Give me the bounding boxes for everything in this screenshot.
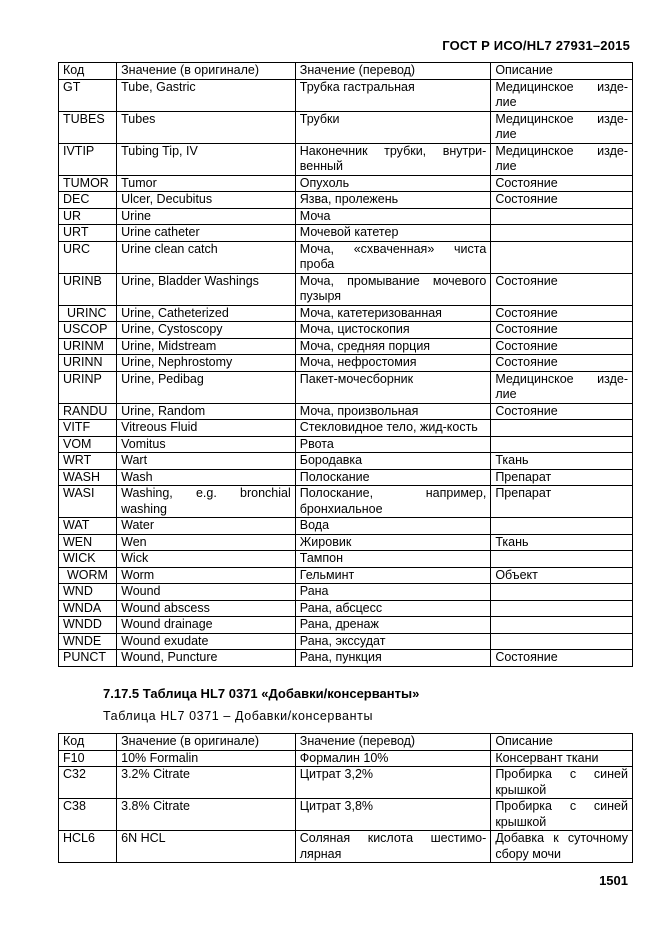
code-cell: URINC	[59, 305, 117, 322]
description-cell	[491, 600, 633, 617]
translation-cell: Рана, экссудат	[295, 633, 491, 650]
translation-cell: Гельминт	[295, 567, 491, 584]
description-cell: Добавка к суточному сбору мочи	[491, 831, 633, 863]
translation-cell: Бородавка	[295, 453, 491, 470]
table-row	[59, 143, 633, 175]
description-cell: Пробирка с синей крышкой	[491, 767, 633, 799]
translation-cell: Полоскание	[295, 469, 491, 486]
table-row	[59, 518, 633, 535]
description-cell: Состояние	[491, 322, 633, 339]
table-row	[59, 584, 633, 601]
table-header-row	[59, 63, 633, 80]
description-cell: Состояние	[491, 192, 633, 209]
specimen-type-table	[58, 62, 633, 667]
table-row	[59, 567, 633, 584]
table-header-row	[59, 734, 633, 751]
original-value-cell: Water	[117, 518, 296, 535]
code-cell: WASH	[59, 469, 117, 486]
table-row	[59, 175, 633, 192]
code-cell: VOM	[59, 436, 117, 453]
code-cell: WND	[59, 584, 117, 601]
column-header: Значение (в оригинале)	[117, 63, 296, 80]
description-cell	[491, 633, 633, 650]
table-row	[59, 767, 633, 799]
code-cell: GT	[59, 79, 117, 111]
table-row	[59, 420, 633, 437]
description-cell: Состояние	[491, 175, 633, 192]
table-row	[59, 338, 633, 355]
translation-cell: Язва, пролежень	[295, 192, 491, 209]
original-value-cell: Tubing Tip, IV	[117, 143, 296, 175]
column-header: Описание	[491, 63, 633, 80]
original-value-cell: Wen	[117, 534, 296, 551]
translation-cell: Моча	[295, 208, 491, 225]
original-value-cell: Urine, Catheterized	[117, 305, 296, 322]
table-row	[59, 208, 633, 225]
original-value-cell: Urine, Cystoscopy	[117, 322, 296, 339]
translation-cell: Наконечник трубки, внутри-венный	[295, 143, 491, 175]
code-cell: WORM	[59, 567, 117, 584]
code-cell: URINM	[59, 338, 117, 355]
original-value-cell: Tube, Gastric	[117, 79, 296, 111]
table-row	[59, 192, 633, 209]
translation-cell: Трубка гастральная	[295, 79, 491, 111]
description-cell: Состояние	[491, 338, 633, 355]
translation-cell: Моча, цистоскопия	[295, 322, 491, 339]
description-cell	[491, 518, 633, 535]
description-cell	[491, 420, 633, 437]
code-cell: WNDD	[59, 617, 117, 634]
section-title: 7.17.5 Таблица HL7 0371 «Добавки/консерванты»	[103, 686, 420, 701]
translation-cell: Рана, абсцесс	[295, 600, 491, 617]
original-value-cell: 10% Formalin	[117, 750, 296, 767]
translation-cell: Моча, промывание мочевого пузыря	[295, 273, 491, 305]
original-value-cell: 6N HCL	[117, 831, 296, 863]
table-row	[59, 600, 633, 617]
code-cell: TUBES	[59, 111, 117, 143]
code-cell: WRT	[59, 453, 117, 470]
code-cell: DEC	[59, 192, 117, 209]
original-value-cell: Washing, e.g. bronchial washing	[117, 486, 296, 518]
table-row	[59, 617, 633, 634]
original-value-cell: Urine, Pedibag	[117, 371, 296, 403]
description-cell: Объект	[491, 567, 633, 584]
code-cell: C38	[59, 799, 117, 831]
page-number: 1501	[599, 873, 628, 888]
column-header: Код	[59, 63, 117, 80]
description-cell: Состояние	[491, 305, 633, 322]
code-cell: WNDA	[59, 600, 117, 617]
description-cell: Медицинское изде-лие	[491, 79, 633, 111]
translation-cell: Пакет-мочесборник	[295, 371, 491, 403]
original-value-cell: Urine, Midstream	[117, 338, 296, 355]
column-header: Значение (в оригинале)	[117, 734, 296, 751]
original-value-cell: 3.2% Citrate	[117, 767, 296, 799]
original-value-cell: Urine, Random	[117, 403, 296, 420]
original-value-cell: Urine	[117, 208, 296, 225]
original-value-cell: Ulcer, Decubitus	[117, 192, 296, 209]
code-cell: USCOP	[59, 322, 117, 339]
additives-table	[58, 733, 633, 863]
description-cell	[491, 584, 633, 601]
table-row	[59, 799, 633, 831]
translation-cell: Моча, «схваченная» чиста проба	[295, 241, 491, 273]
original-value-cell: Worm	[117, 567, 296, 584]
original-value-cell: 3.8% Citrate	[117, 799, 296, 831]
original-value-cell: Wound exudate	[117, 633, 296, 650]
description-cell: Медицинское изде-лие	[491, 371, 633, 403]
code-cell: C32	[59, 767, 117, 799]
table-row	[59, 403, 633, 420]
table-row	[59, 322, 633, 339]
code-cell: UR	[59, 208, 117, 225]
translation-cell: Соляная кислота шестимо-лярная	[295, 831, 491, 863]
description-cell: Консервант ткани	[491, 750, 633, 767]
translation-cell: Цитрат 3,8%	[295, 799, 491, 831]
original-value-cell: Urine, Bladder Washings	[117, 273, 296, 305]
table-row	[59, 79, 633, 111]
translation-cell: Вода	[295, 518, 491, 535]
original-value-cell: Vitreous Fluid	[117, 420, 296, 437]
translation-cell: Жировик	[295, 534, 491, 551]
code-cell: IVTIP	[59, 143, 117, 175]
description-cell	[491, 208, 633, 225]
table-row	[59, 371, 633, 403]
translation-cell: Трубки	[295, 111, 491, 143]
table-row	[59, 831, 633, 863]
translation-cell: Моча, произвольная	[295, 403, 491, 420]
table-row	[59, 486, 633, 518]
translation-cell: Цитрат 3,2%	[295, 767, 491, 799]
translation-cell: Мочевой катетер	[295, 225, 491, 242]
table-row	[59, 225, 633, 242]
original-value-cell: Tumor	[117, 175, 296, 192]
description-cell: Ткань	[491, 534, 633, 551]
table-row	[59, 305, 633, 322]
table-row	[59, 534, 633, 551]
table-row	[59, 551, 633, 568]
description-cell	[491, 241, 633, 273]
original-value-cell: Wound drainage	[117, 617, 296, 634]
description-cell: Состояние	[491, 650, 633, 667]
table-row	[59, 241, 633, 273]
document-header: ГОСТ Р ИСО/HL7 27931–2015	[442, 38, 630, 53]
code-cell: WASI	[59, 486, 117, 518]
translation-cell: Моча, средняя порция	[295, 338, 491, 355]
code-cell: URINN	[59, 355, 117, 372]
original-value-cell: Urine catheter	[117, 225, 296, 242]
code-cell: RANDU	[59, 403, 117, 420]
description-cell: Ткань	[491, 453, 633, 470]
table-row	[59, 633, 633, 650]
translation-cell: Полоскание, например, бронхиальное	[295, 486, 491, 518]
code-cell: URC	[59, 241, 117, 273]
code-cell: F10	[59, 750, 117, 767]
original-value-cell: Tubes	[117, 111, 296, 143]
table-caption: Таблица HL7 0371 – Добавки/консерванты	[103, 709, 374, 723]
translation-cell: Моча, катетеризованная	[295, 305, 491, 322]
translation-cell: Тампон	[295, 551, 491, 568]
translation-cell: Рана, дренаж	[295, 617, 491, 634]
original-value-cell: Wound abscess	[117, 600, 296, 617]
column-header: Описание	[491, 734, 633, 751]
description-cell	[491, 551, 633, 568]
column-header: Значение (перевод)	[295, 734, 491, 751]
table-row	[59, 453, 633, 470]
description-cell: Состояние	[491, 403, 633, 420]
column-header: Значение (перевод)	[295, 63, 491, 80]
original-value-cell: Wart	[117, 453, 296, 470]
code-cell: VITF	[59, 420, 117, 437]
table-row	[59, 750, 633, 767]
original-value-cell: Urine clean catch	[117, 241, 296, 273]
translation-cell: Рана, пункция	[295, 650, 491, 667]
code-cell: WNDE	[59, 633, 117, 650]
translation-cell: Стекловидное тело, жид-кость	[295, 420, 491, 437]
table-row	[59, 355, 633, 372]
original-value-cell: Urine, Nephrostomy	[117, 355, 296, 372]
translation-cell: Опухоль	[295, 175, 491, 192]
code-cell: URINB	[59, 273, 117, 305]
column-header: Код	[59, 734, 117, 751]
original-value-cell: Wound	[117, 584, 296, 601]
code-cell: WEN	[59, 534, 117, 551]
code-cell: TUMOR	[59, 175, 117, 192]
description-cell: Состояние	[491, 273, 633, 305]
table-row	[59, 650, 633, 667]
description-cell: Состояние	[491, 355, 633, 372]
original-value-cell: Wick	[117, 551, 296, 568]
table-row	[59, 469, 633, 486]
table-row	[59, 436, 633, 453]
translation-cell: Формалин 10%	[295, 750, 491, 767]
code-cell: WICK	[59, 551, 117, 568]
original-value-cell: Vomitus	[117, 436, 296, 453]
code-cell: URINP	[59, 371, 117, 403]
original-value-cell: Wound, Puncture	[117, 650, 296, 667]
code-cell: PUNCT	[59, 650, 117, 667]
description-cell	[491, 617, 633, 634]
description-cell: Медицинское изде-лие	[491, 143, 633, 175]
description-cell: Пробирка с синей крышкой	[491, 799, 633, 831]
code-cell: URT	[59, 225, 117, 242]
description-cell: Препарат	[491, 486, 633, 518]
description-cell: Медицинское изде-лие	[491, 111, 633, 143]
original-value-cell: Wash	[117, 469, 296, 486]
description-cell	[491, 225, 633, 242]
code-cell: HCL6	[59, 831, 117, 863]
code-cell: WAT	[59, 518, 117, 535]
description-cell: Препарат	[491, 469, 633, 486]
translation-cell: Моча, нефростомия	[295, 355, 491, 372]
description-cell	[491, 436, 633, 453]
table-row	[59, 273, 633, 305]
translation-cell: Рвота	[295, 436, 491, 453]
translation-cell: Рана	[295, 584, 491, 601]
table-row	[59, 111, 633, 143]
